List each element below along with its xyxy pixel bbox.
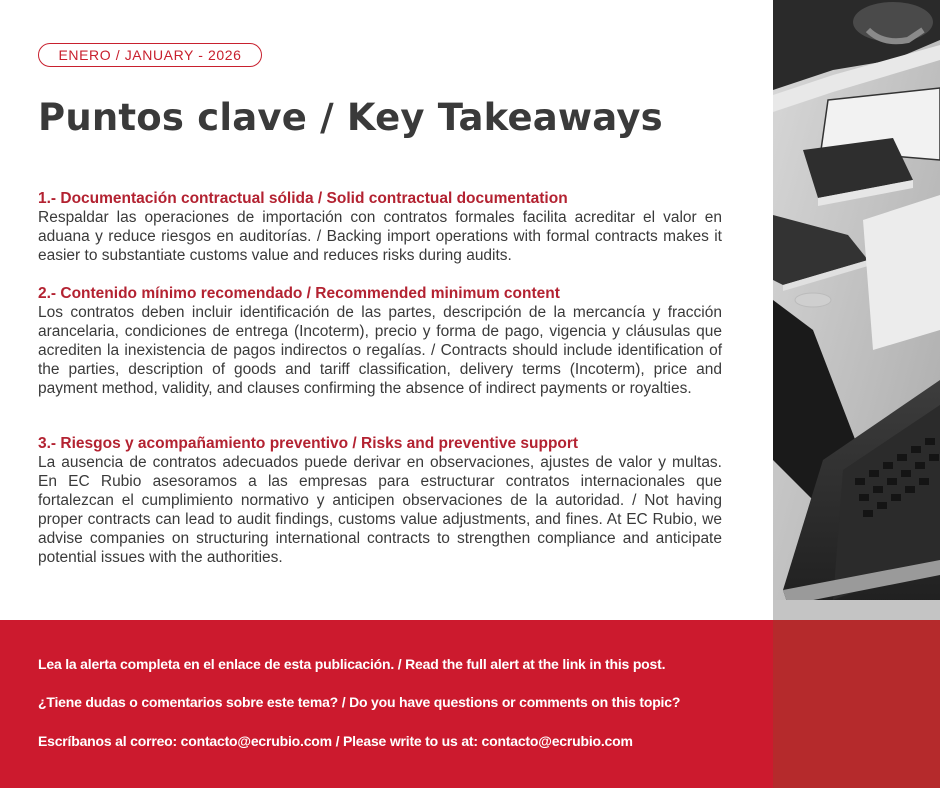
takeaway-heading-1: 1.- Documentación contractual sólida / Solid contractual documentation	[38, 190, 568, 207]
footer-side-block	[773, 620, 940, 788]
contact-footer	[0, 620, 773, 788]
footer-read-alert: Lea la alerta completa en el enlace de esta publicación. / Read the full alert at the link in this post.	[38, 656, 666, 672]
takeaway-section-1	[38, 189, 722, 265]
date-badge: ENERO / JANUARY - 2026	[38, 43, 262, 67]
takeaway-body-3: La ausencia de contratos adecuados puede derivar en observaciones, ajustes de valor y multas. En EC Rubio asesoramos a las empresas para estructurar contratos internacionales que fortalezcan el cumplimiento normativo y anticipen observaciones de la autoridad. / Not having proper contracts can lead to audit findings, customs value adjustments, and fines. At EC Rubio, we advise companies on structuring international contracts to strengthen compliance and anticipate potential issues with the authorities.	[38, 454, 722, 566]
page-title: Puntos clave / Key Takeaways	[38, 96, 663, 139]
office-desk-photo	[773, 0, 940, 620]
takeaway-heading-2: 2.- Contenido mínimo recomendado / Recommended minimum content	[38, 285, 560, 302]
takeaway-section-2	[38, 284, 722, 398]
takeaway-body-2: Los contratos deben incluir identificación de las partes, descripción de la mercancía y fracción arancelaria, condiciones de entrega (Incoterm), precio y forma de pago, vigencia y cláusulas que acrediten la inexistencia de pagos indirectos o regalías. / Contracts should include identification of the parties, description of goods and tariff classification, delivery terms (Incoterm), price and payment method, validity, and clauses confirming the absence of indirect payments or royalties.	[38, 304, 722, 397]
footer-questions: ¿Tiene dudas o comentarios sobre este tema? / Do you have questions or comments on this topic?	[38, 694, 681, 710]
takeaway-body-1: Respaldar las operaciones de importación con contratos formales facilita acreditar el valor en aduana y reduce riesgos en auditorías. / Backing import operations with formal contracts makes it easier to substantiate customs value and reduces risks during audits.	[38, 209, 722, 264]
footer-contact-email[interactable]: Escríbanos al correo: contacto@ecrubio.com / Please write to us at: contacto@ecrubio.com	[38, 733, 633, 749]
takeaway-section-3	[38, 434, 722, 567]
takeaway-heading-3: 3.- Riesgos y acompañamiento preventivo / Risks and preventive support	[38, 435, 579, 452]
